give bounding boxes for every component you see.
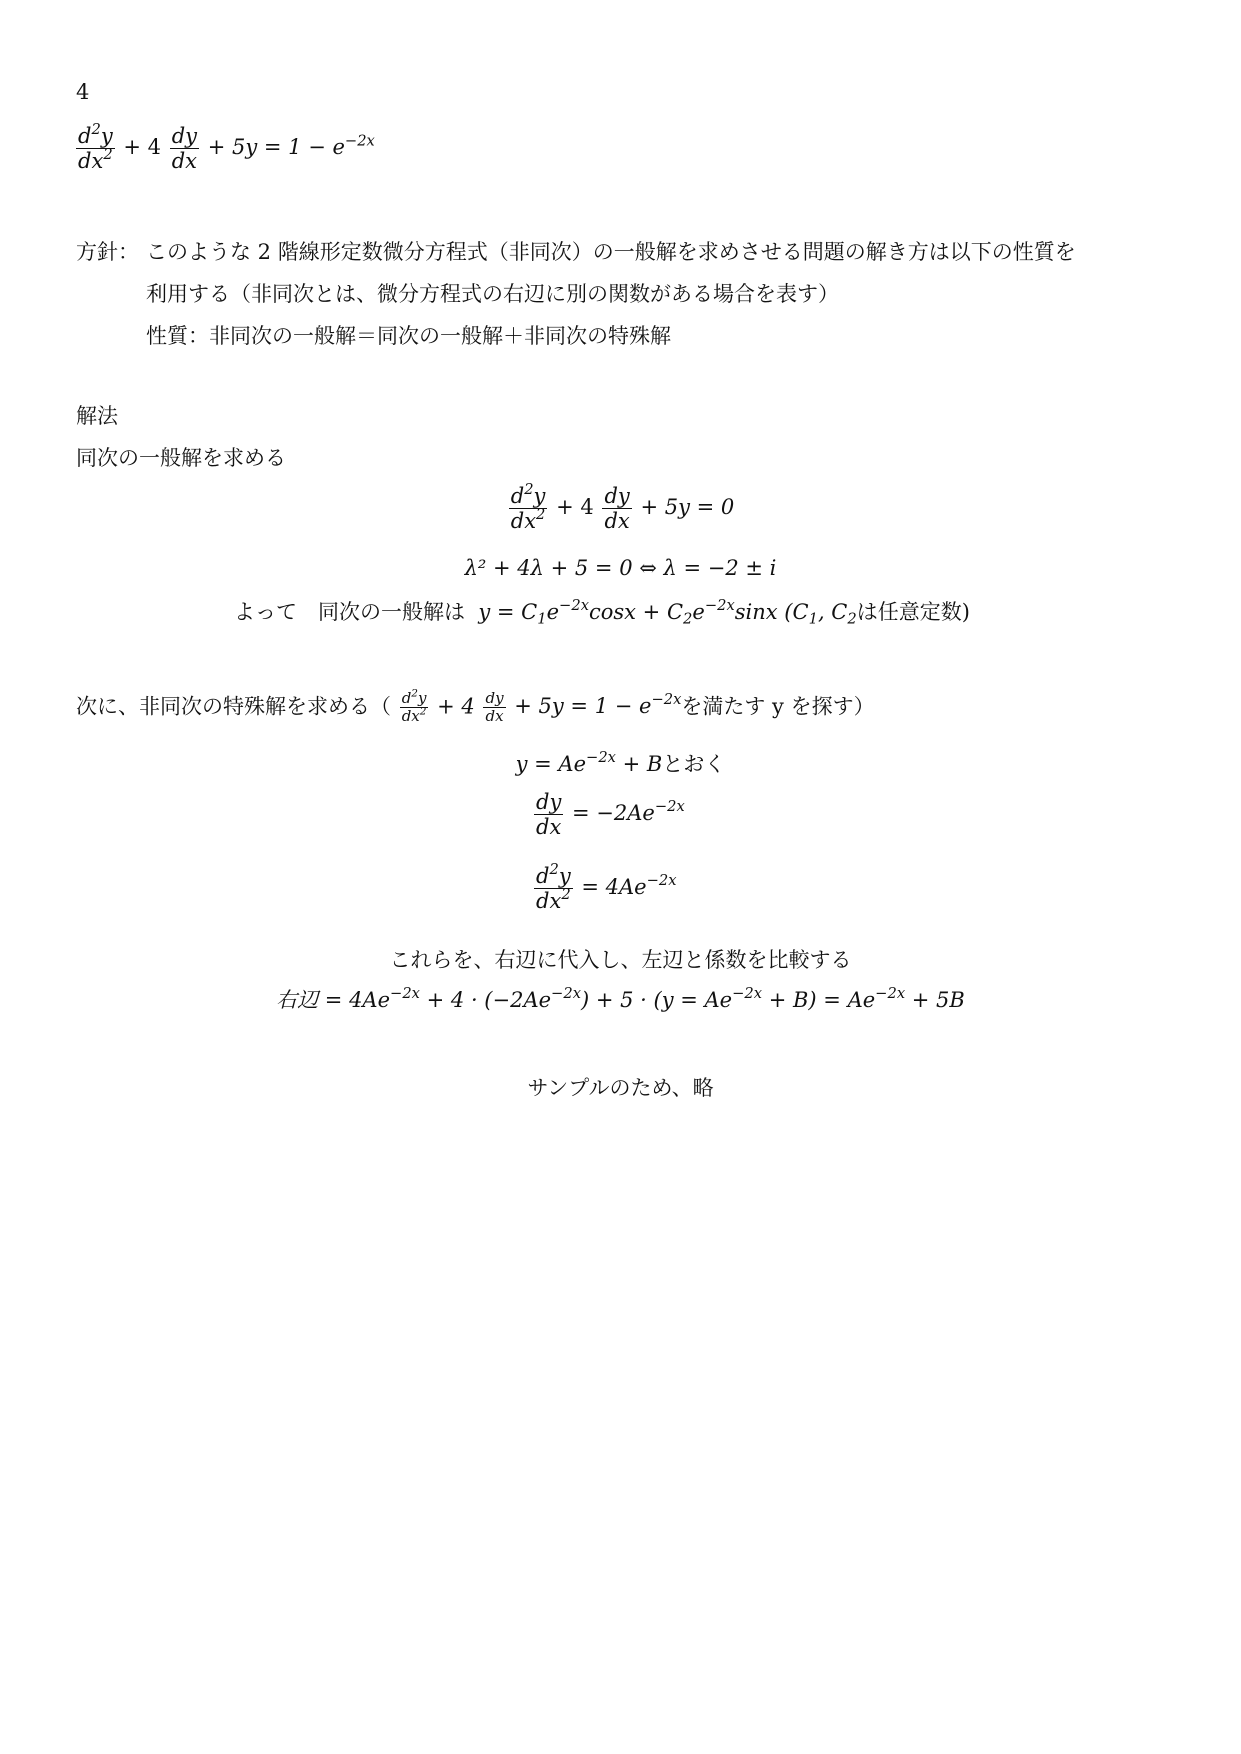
omitted-note: サンプルのため、略 [527,1076,714,1100]
first-derivative: $\frac{dy}{dx}$ = $-2Ae^{-2x}$ [536,790,685,840]
homogeneous-tail: + 5y = 0 [640,495,735,520]
step1-text: 同次の一般解を求める [76,446,286,470]
general-solution-note: は任意定数) [856,600,970,624]
policy-line-3: 性質：非同次の一般解＝同次の一般解＋非同次の特殊解 [146,324,671,348]
assumed-form-tail: とおく [662,752,726,776]
problem-rhs-exp: −2x [344,132,375,150]
policy-line-1: このような 2 階線形定数微分方程式（非同次）の一般解を求めさせる問題の解き方は以下の性質を [146,240,1076,264]
solution-heading: 解法 [76,404,118,428]
rhs-computation: 右辺 = $4Ae^{-2x} + 4 \cdot (-2Ae^{-2x}) + 5 \cdot (y = Ae^{-2x} + B) = Ae^{-2x} + 5B$ [276,985,965,1012]
assumed-form: $y = Ae^{-2x} + B$とおく [515,749,726,776]
problem-number: 4 [76,80,90,104]
second-derivative: $\frac{d^2y}{dx^2}$ = $4Ae^{-2x}$ [536,861,677,914]
characteristic-equation: λ² + 4λ + 5 = 0 ⇔ λ = −2 ± i [464,556,777,580]
problem-equation: $\frac{d^2y}{dx^2}$ + 4 $\frac{dy}{dx}$ + $5y = 1 - e^{-2x}$ [78,121,375,174]
step2-prefix: 次に、非同次の特殊解を求める（ [76,694,391,719]
general-solution-prefix: よって 同次の一般解は [234,600,465,624]
substitute-text: これらを、右辺に代入し、左辺と係数を比較する [389,948,852,972]
policy-line-2: 利用する（非同次とは、微分方程式の右辺に別の関数がある場合を表す） [146,282,839,306]
rhs-label: 右辺 [276,988,319,1012]
policy-label: 方針： [76,240,139,264]
step2-suffix: を満たす y を探す） [681,694,875,719]
step2-text: 次に、非同次の特殊解を求める（ $\frac{d^2y}{dx^2}$ + 4 $\frac{dy}{dx}$ + $5y = 1 - e^{-2x}$を満たす y を探す） [76,687,875,726]
homogeneous-equation: $\frac{d^2y}{dx^2}$ + 4 $\frac{dy}{dx}$ + 5y = 0 [510,481,735,534]
general-solution: よって 同次の一般解は $y = C_1e^{-2x}\cos x + C_2e^{-2x}\sin x$ ($C_1$, $C_2$は任意定数) [234,597,970,628]
problem-rhs: 5y = 1 − e [231,135,345,160]
